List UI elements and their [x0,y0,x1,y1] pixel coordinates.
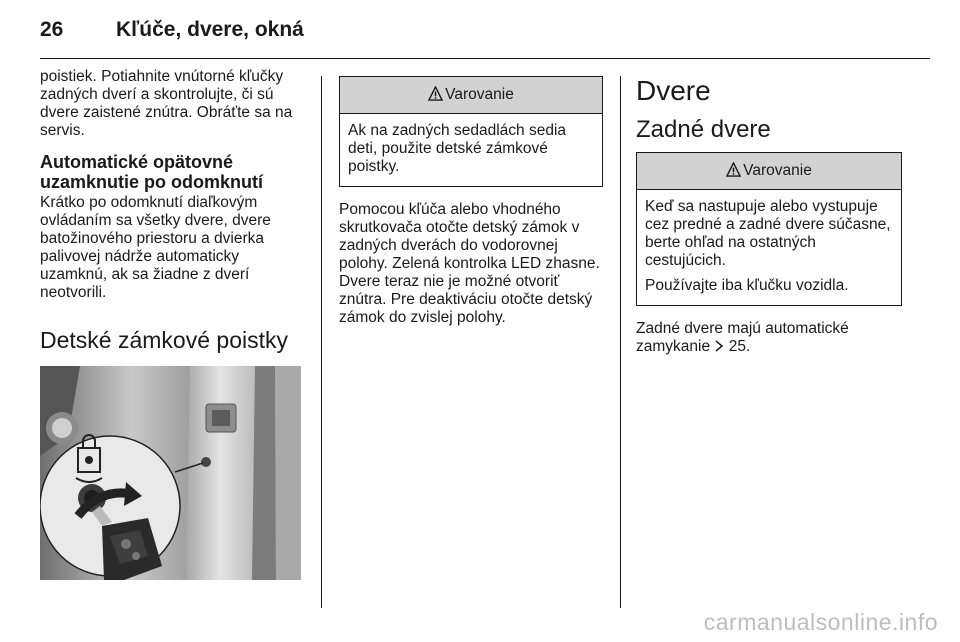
warning-box-child-locks [339,76,603,187]
rear-doors-text: Zadné dvere majú automatické zamykanie [636,320,849,355]
column-middle [339,76,603,327]
warning-text-1: Keď sa nastupuje alebo vystupuje cez predné a zadné dvere súčasne, berte ohľad na ostatných cestujúcich. [645,198,891,269]
doors-heading: Dvere [636,75,711,106]
warning-text: Ak na zadných sedadlách sedia deti, použite detské zámkové poistky. [348,122,567,175]
child-locks-paragraph: Pomocou kľúča alebo vhodného skrutkovača otočte detský zámok v zadných dverách do vodorovnej polohy. Zelená kontrolka LED zhasne. Dvere teraz nie je možné otvoriť znútra. Pre deaktiváciu otočte detský zámok do zvislej polohy. [339,201,600,326]
warning-text-2: Používajte iba kľučku vozidla. [645,277,849,294]
column-divider-2 [620,76,621,608]
column-right [636,74,902,356]
warning-box-rear-doors [636,152,902,306]
child-lock-illustration-icon [40,366,301,580]
page-reference-link[interactable]: 25. [728,338,751,355]
warning-triangle-icon [726,155,741,191]
warning-body [340,114,602,186]
header-divider [40,58,930,59]
page-title: Kľúče, dvere, okná [116,18,304,41]
rear-doors-paragraph [636,320,902,356]
page-reference-arrow-icon [714,338,724,355]
warning-title: Varovanie [445,86,514,103]
warning-header [637,153,901,190]
rear-doors-heading: Zadné dvere [636,116,771,143]
auto-relock-heading: Automatické opätovné uzamknutie po odomknutí [40,152,263,192]
warning-body [637,190,901,305]
warning-triangle-icon [428,79,443,115]
page-number: 26 [40,18,64,41]
warning-title: Varovanie [743,162,812,179]
page-header [40,18,930,48]
child-locks-heading: Detské zámkové poistky [40,327,288,353]
warning-header [340,77,602,114]
intro-paragraph: poistiek. Potiahnite vnútorné kľučky zadných dverí a skontrolujte, či sú dvere zaistené znútra. Obráťte sa na servis. [40,68,293,139]
auto-relock-paragraph: Krátko po odomknutí diaľkovým ovládaním sa všetky dvere, dvere batožinového priestoru a dvierka palivovej nádrže automaticky uzamknú, ak sa žiadne z dverí neotvorili. [40,194,271,301]
watermark: carmanualsonline.info [703,609,938,635]
column-divider-1 [321,76,322,608]
column-left [40,68,304,354]
